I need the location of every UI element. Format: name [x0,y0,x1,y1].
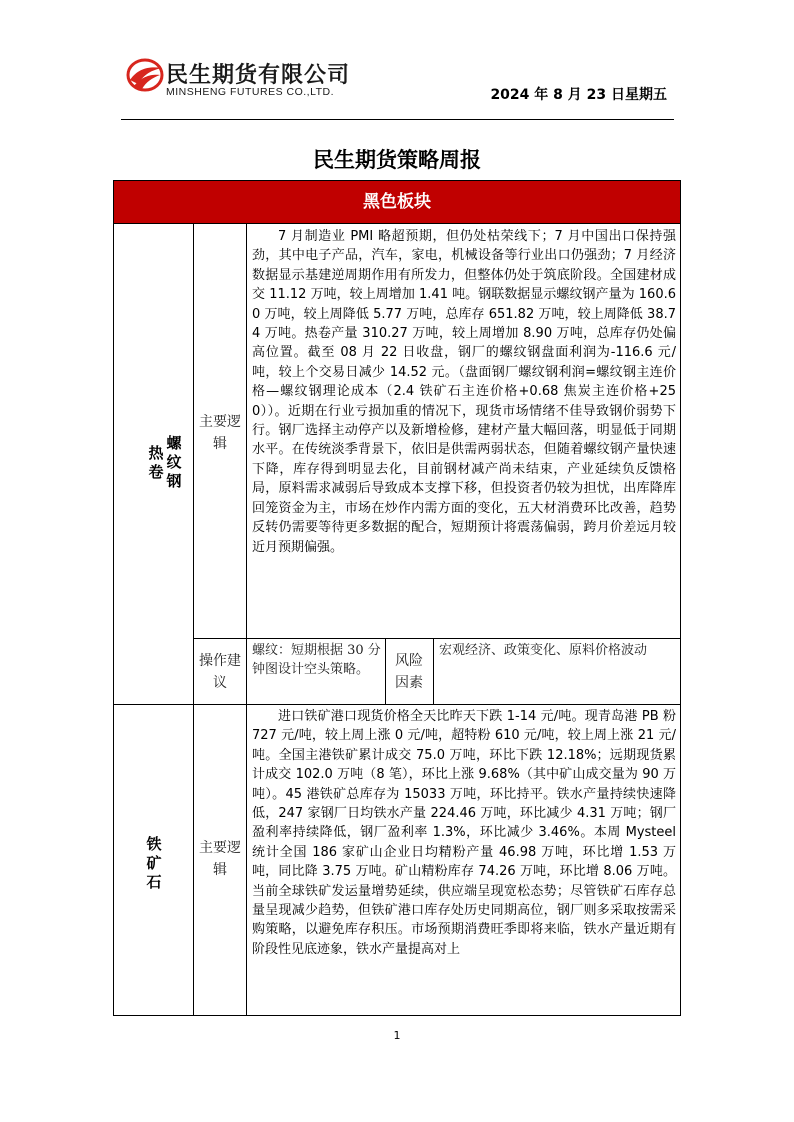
row-divider-rebar-iron [114,704,680,705]
company-name-en: MINSHENG FUTURES CO.,LTD. [166,86,335,98]
iron-ore-product-cell [114,705,193,1015]
rebar-op-label: 操作建议 [199,653,241,691]
iron-ore-logic-label: 主要逻辑 [199,840,241,878]
rebar-name-label: 螺纹钢 [166,434,182,490]
rebar-group-label: 热卷 [148,444,164,481]
rebar-risk-label: 风险因素 [395,653,423,691]
rebar-product-cell [114,224,193,704]
header-divider [121,119,674,120]
row-divider-logic-op [193,638,680,639]
col-divider-op-risk-2 [433,638,434,704]
col-divider-1 [193,224,194,1015]
rebar-logic-label: 主要逻辑 [199,414,241,452]
report-date: 2024 年 8 月 23 日星期五 [490,87,667,103]
iron-ore-logic-text: 进口铁矿港口现货价格全天比昨天下跌 1-14 元/吨。现青岛港 PB 粉 727 元/吨，较上周上涨 0 元/吨，超特粉 610 元/吨，较上周上涨 21 元/吨。全国主港铁矿累计成交 75.0 万吨，环比下跌 12.18%；远期现货累计成交 102.0 万吨（8 笔），环比上涨 9.68%（其中矿山成交量为 90 万吨）。45 港铁矿总库存为 15033 万吨，环比持平。铁水产量持续快速降低，247 家钢厂日均铁水产量 224.46 万吨，环比减少 4.31 万吨；钢厂盈利率持续降低，钢厂盈利率 1.3%，环比减少 3.46%。本周 Mysteel 统计全国 186 家矿山企业日均精粉产量 46.98 万吨，环比增 1.53 万吨，同比降 3.75 万吨。矿山精粉库存 74.26 万吨，环比增 8.06 万吨。当前全球铁矿发运量增势延续，供应端呈现宽松态势；尽管铁矿石库存总量呈现减少趋势，但铁矿港口库存处历史同期高位，钢厂则多采取按需采购策略，以避免库存积压。市场预期消费旺季即将来临，铁水产量近期有阶段性见底迹象，铁水产量提高对上 [252,709,676,957]
company-logo [126,56,366,100]
company-logo-mark-icon [126,58,164,92]
page-number: 1 [393,1029,401,1042]
rebar-risk-text: 宏观经济、政策变化、原料价格波动 [439,643,648,658]
iron-ore-name-label: 铁矿石 [146,835,162,891]
col-divider-op-risk-1 [385,638,386,704]
report-title: 民生期货策略周报 [313,148,481,172]
section-banner: 黑色板块 [114,181,680,224]
company-name-cn: 民生期货有限公司 [166,63,351,88]
rebar-logic-text: 7 月制造业 PMI 略超预期，但仍处枯荣线下；7 月中国出口保持强劲，其中电子产品，汽车，家电，机械设备等行业出口仍强劲；7 月经济数据显示基建逆周期作用有所发力，但整体仍处于筑底阶段。全国建材成交 11.12 万吨，较上周增加 1.41 吨。钢联数据显示螺纹钢产量为 160.60 万吨，较上周降低 5.77 万吨，总库存 651.82 万吨，较上周降低 38.74 万吨。热卷产量 310.27 万吨，较上周增加 8.90 万吨，总库存仍处偏高位置。截至 08 月 22 日收盘，钢厂的螺纹钢盘面利润为-116.6 元/吨，较上个交易日减少 14.52 元。（盘面钢厂螺纹钢利润=螺纹钢主连价格—螺纹钢理论成本（2.4 铁矿石主连价格+0.68 焦炭主连价格+250））。近期在行业亏损加重的情况下，现货市场情绪不佳导致钢价弱势下行。钢厂选择主动停产以及新增检修，建材产量大幅回落，明显低于同期水平。在传统淡季背景下，依旧是供需两弱状态，但随着螺纹钢产量快速下降，库存得到明显去化，目前钢材减产尚未结束，产业延续负反馈格局，原料需求减弱后导致成本支撑下移，但投资者仍较为担忧，出库降库回笼资金为主，市场在炒作内需方面的变化，五大材消费环比改善，趋势反转仍需要等待更多数据的配合，短期预计将震荡偏弱，跨月价差远月较近月预期偏强。 [252,229,676,555]
strategy-table [113,180,681,1016]
col-divider-2 [246,224,247,1015]
rebar-op-text: 螺纹：短期根据 30 分钟图设计空头策略。 [252,643,381,677]
